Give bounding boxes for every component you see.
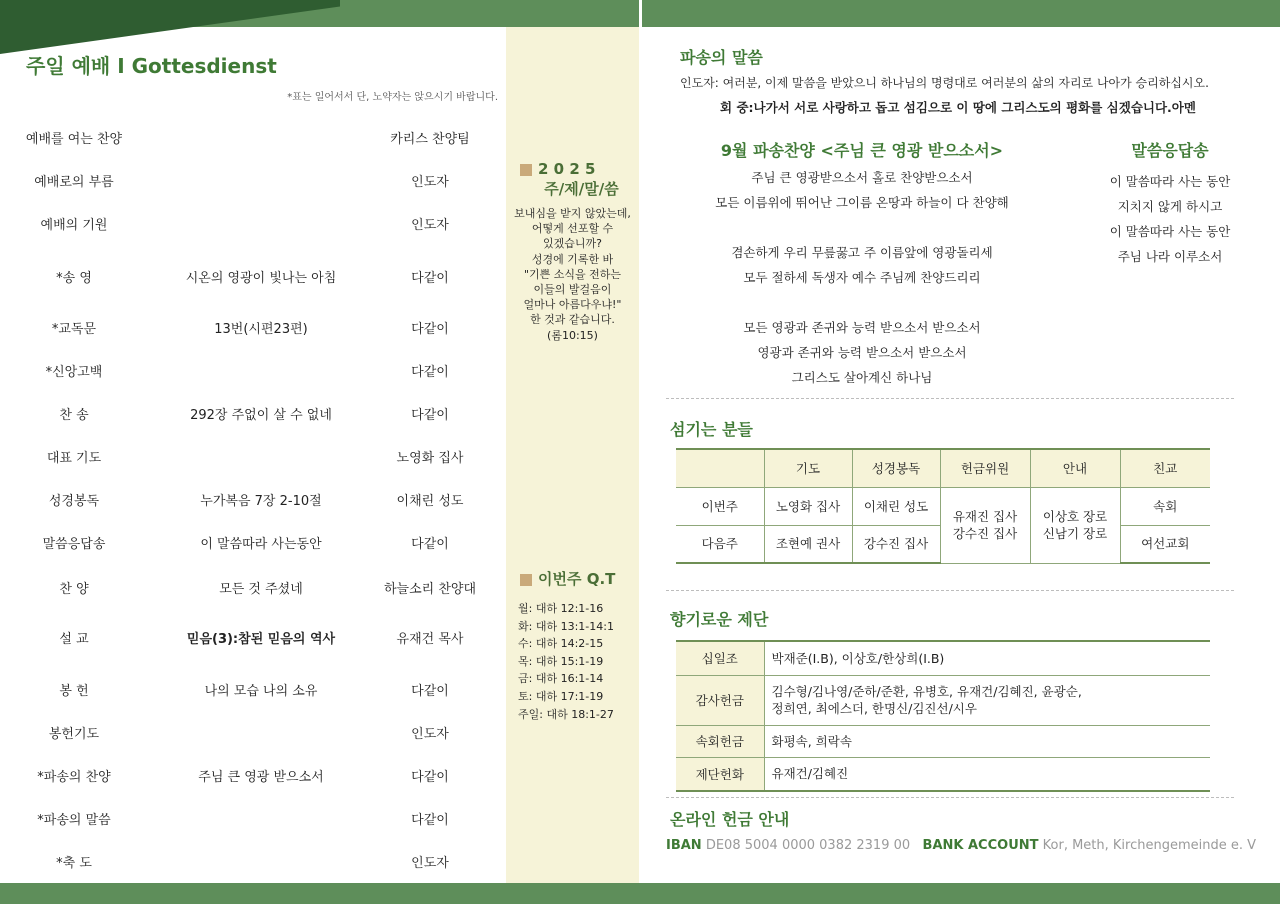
online-giving-title: 온라인 헌금 안내 xyxy=(670,810,790,829)
service-item-name: *송 영 xyxy=(56,271,92,286)
hymn-lyrics xyxy=(676,165,1048,390)
service-item-content: 모든 것 주셨네 xyxy=(219,582,303,597)
table-row xyxy=(676,725,1210,757)
service-item-person: 다같이 xyxy=(411,271,449,286)
service-item-content: 누가복음 7장 2-10절 xyxy=(200,494,322,509)
service-item-name: 찬 양 xyxy=(59,582,89,597)
hymn-line: 그리스도 살아계신 하나님 xyxy=(791,370,933,385)
service-item-person: 다같이 xyxy=(411,537,449,552)
servers-table xyxy=(676,448,1210,564)
header-cell: 기도 xyxy=(764,449,852,487)
qt-line: 토: 대하 17:1-19 xyxy=(518,689,604,703)
sermon-section-title: 파송의 말씀 xyxy=(680,48,763,67)
service-item-name: 성경봉독 xyxy=(48,494,100,509)
service-item-content: 이 말씀따라 사는동안 xyxy=(200,537,322,552)
theme-verse-line: 한 것과 같습니다. xyxy=(530,313,615,327)
response-line: 이 말씀따라 사는 동안 xyxy=(1109,224,1231,239)
hymn-line: 주님 큰 영광받으소서 홀로 찬양받으소서 xyxy=(751,170,973,185)
theme-verse-line: 얼마나 아름다우냐!" xyxy=(523,298,622,312)
servers-title: 섬기는 분들 xyxy=(670,420,753,439)
header-cell: 헌금위원 xyxy=(940,449,1030,487)
qt-line: 화: 대하 13:1-14:1 xyxy=(518,619,614,633)
theme-verse-line: 보내심을 받지 않았는데, xyxy=(514,207,631,220)
service-item-person: 다같이 xyxy=(411,684,449,699)
service-item-content: 믿음(3):참된 믿음의 역사 xyxy=(186,632,336,647)
guide: 이상호 장로 신남기 장로 xyxy=(1042,509,1108,541)
service-item-person: 노영화 집사 xyxy=(396,451,464,466)
square-bullet-icon xyxy=(520,164,532,176)
table-header-row xyxy=(676,449,1210,487)
table-cell xyxy=(940,487,1030,563)
service-item-person: 다같이 xyxy=(411,770,449,785)
hymn-line: 모든 영광과 존귀와 능력 받으소서 받으소서 xyxy=(743,320,981,335)
divider xyxy=(666,797,1234,798)
service-item-content: 주님 큰 영광 받으소서 xyxy=(198,770,324,785)
service-item-content: 나의 모습 나의 소유 xyxy=(204,684,318,699)
qt-line: 목: 대하 15:1-19 xyxy=(518,654,604,668)
service-item-person: 하늘소리 찬양대 xyxy=(383,582,477,597)
iban-label: IBAN xyxy=(666,838,702,853)
hymn-line: 겸손하게 우리 무릎꿇고 주 이름앞에 영광돌리세 xyxy=(731,245,993,260)
table-row xyxy=(676,757,1210,791)
theme-verse-line: (롬10:15) xyxy=(547,328,598,342)
table-cell: 노영화 집사 xyxy=(764,487,852,525)
offering-value: 김수형/김나영/준하/준환, 유병호, 유재건/김혜진, 윤광순, 정희연, 최에스더, 한명신/김진선/시우 xyxy=(764,675,1210,725)
row-label: 다음주 xyxy=(676,525,764,563)
offering-label: 감사헌금 xyxy=(676,675,764,725)
divider xyxy=(666,590,1234,591)
hymn-line: 모두 절하세 독생자 예수 주님께 찬양드리리 xyxy=(743,270,981,285)
service-item-person: 다같이 xyxy=(411,813,449,828)
hymn-line: 모든 이름위에 뛰어난 그이름 온땅과 하늘이 다 찬양해 xyxy=(715,195,1009,210)
service-item-name: 찬 송 xyxy=(59,408,89,423)
divider xyxy=(666,398,1234,399)
table-cell: 여선교회 xyxy=(1120,525,1210,563)
service-item-name: 예배의 기원 xyxy=(40,218,108,233)
response-song-title: 말씀응답송 xyxy=(1131,141,1209,160)
qt-line: 금: 대하 16:1-14 xyxy=(518,672,604,686)
sermon-leader-line: 인도자: 여러분, 이제 말씀을 받았으니 하나님의 명령대로 여러분의 삶의 자리로 나아가 승리하십시오. xyxy=(680,76,1209,90)
hymn-line xyxy=(676,215,1048,240)
service-item-person: 다같이 xyxy=(411,322,449,337)
page-fold xyxy=(639,0,642,27)
hymn-line: 영광과 존귀와 능력 받으소서 받으소서 xyxy=(757,345,967,360)
qt-line: 월: 대하 12:1-16 xyxy=(518,602,604,615)
iban-value: DE08 5004 0000 0382 2319 00 xyxy=(705,838,911,853)
theme-verse-line: 성경에 기록한 바 xyxy=(531,252,614,266)
theme-heading xyxy=(520,160,595,178)
qt-title: 이번주 Q.T xyxy=(538,570,616,588)
table-cell: 속회 xyxy=(1120,487,1210,525)
service-item-name: 봉헌기도 xyxy=(48,727,100,742)
response-song-lyrics xyxy=(1095,169,1245,269)
header-cell: 성경봉독 xyxy=(852,449,940,487)
service-item-content: 292장 주없이 살 수 없네 xyxy=(190,408,332,423)
offering-value: 박재준(I.B), 이상호/한상희(I.B) xyxy=(764,641,1210,675)
table-cell: 강수진 집사 xyxy=(852,525,940,563)
table-row xyxy=(676,641,1210,675)
service-item-name: *파송의 찬양 xyxy=(37,770,111,785)
service-item-name: 대표 기도 xyxy=(46,451,102,466)
service-item-content: 13번(시편23편) xyxy=(214,322,308,337)
qt-line: 주일: 대하 18:1-27 xyxy=(518,707,614,721)
service-item-name: 봉 헌 xyxy=(59,684,89,699)
offering-value: 유재건/김혜진 xyxy=(764,757,1210,791)
qt-list xyxy=(518,600,614,723)
service-item-person: 인도자 xyxy=(411,218,449,233)
service-item-person: 인도자 xyxy=(411,856,449,871)
bank-account-value: Kor, Meth, Kirchengemeinde e. V xyxy=(1042,838,1257,853)
response-line: 지치지 않게 하시고 xyxy=(1117,199,1223,214)
table-row xyxy=(676,487,1210,525)
bank-info xyxy=(666,838,1256,853)
sidebar xyxy=(506,27,639,883)
service-item-name: 설 교 xyxy=(59,632,89,647)
offering-title: 향기로운 제단 xyxy=(670,610,769,629)
sermon-congregation-line: 회 중:나가서 서로 사랑하고 돕고 섬김으로 이 땅에 그리스도의 평화를 심겠습니다.아멘 xyxy=(720,100,1196,115)
offering-value: 화평속, 희락속 xyxy=(764,725,1210,757)
service-item-name: 말씀응답송 xyxy=(42,537,106,552)
offering-table xyxy=(676,640,1210,792)
header-cell xyxy=(676,449,764,487)
qt-line: 수: 대하 14:2-15 xyxy=(518,637,604,651)
service-item-person: 다같이 xyxy=(411,408,449,423)
service-item-name: 예배를 여는 찬양 xyxy=(25,132,123,147)
header-cell: 친교 xyxy=(1120,449,1210,487)
theme-label: 주/제/말/씀 xyxy=(544,180,619,198)
theme-verse-line: 있겠습니까? xyxy=(543,237,602,251)
bottom-band xyxy=(0,883,1280,904)
service-item-name: *교독문 xyxy=(51,322,97,337)
standing-note: *표는 일어서서 단, 노약자는 앉으시기 바랍니다. xyxy=(287,92,498,103)
row-label: 이번주 xyxy=(676,487,764,525)
table-row xyxy=(676,675,1210,725)
theme-verse-line: 이들의 발걸음이 xyxy=(533,283,612,297)
service-item-person: 인도자 xyxy=(411,727,449,742)
service-item-content: 시온의 영광이 빛나는 아침 xyxy=(185,271,337,286)
offering-label: 십일조 xyxy=(676,641,764,675)
offering-label: 속회헌금 xyxy=(676,725,764,757)
hymn-title: 9월 파송찬양 <주님 큰 영광 받으소서> xyxy=(720,141,1004,160)
table-cell xyxy=(1030,487,1120,563)
service-title: 주일 예배 I Gottesdienst xyxy=(26,54,277,78)
table-cell: 조현예 권사 xyxy=(764,525,852,563)
service-item-person: 인도자 xyxy=(411,175,449,190)
table-cell: 이채린 성도 xyxy=(852,487,940,525)
service-item-name: *축 도 xyxy=(56,856,92,871)
theme-verse-line: "기쁜 소식을 전하는 xyxy=(523,267,622,281)
bank-account-label: BANK ACCOUNT xyxy=(922,838,1039,853)
header-cell: 안내 xyxy=(1030,449,1120,487)
service-item-person: 카리스 찬양팀 xyxy=(390,132,470,147)
offering-committee: 유재진 집사 강수진 집사 xyxy=(952,509,1018,541)
service-item-person: 유재건 목사 xyxy=(396,632,464,647)
service-item-person: 다같이 xyxy=(411,365,449,380)
theme-year: 2 0 2 5 xyxy=(538,160,596,178)
service-item-person: 이채린 성도 xyxy=(396,494,464,509)
service-item-name: *신앙고백 xyxy=(45,365,103,380)
response-line: 이 말씀따라 사는 동안 xyxy=(1109,174,1231,189)
response-line: 주님 나라 이루소서 xyxy=(1117,249,1223,264)
service-item-name: 예배로의 부름 xyxy=(34,175,114,190)
top-corner-accent xyxy=(0,0,340,54)
theme-verse-line: 어떻게 선포할 수 xyxy=(531,222,614,236)
theme-verse xyxy=(506,206,639,343)
service-item-name: *파송의 말씀 xyxy=(37,813,111,828)
hymn-line xyxy=(676,290,1048,315)
offering-label: 제단헌화 xyxy=(676,757,764,791)
qt-heading xyxy=(520,568,615,589)
square-bullet-icon xyxy=(520,574,532,586)
